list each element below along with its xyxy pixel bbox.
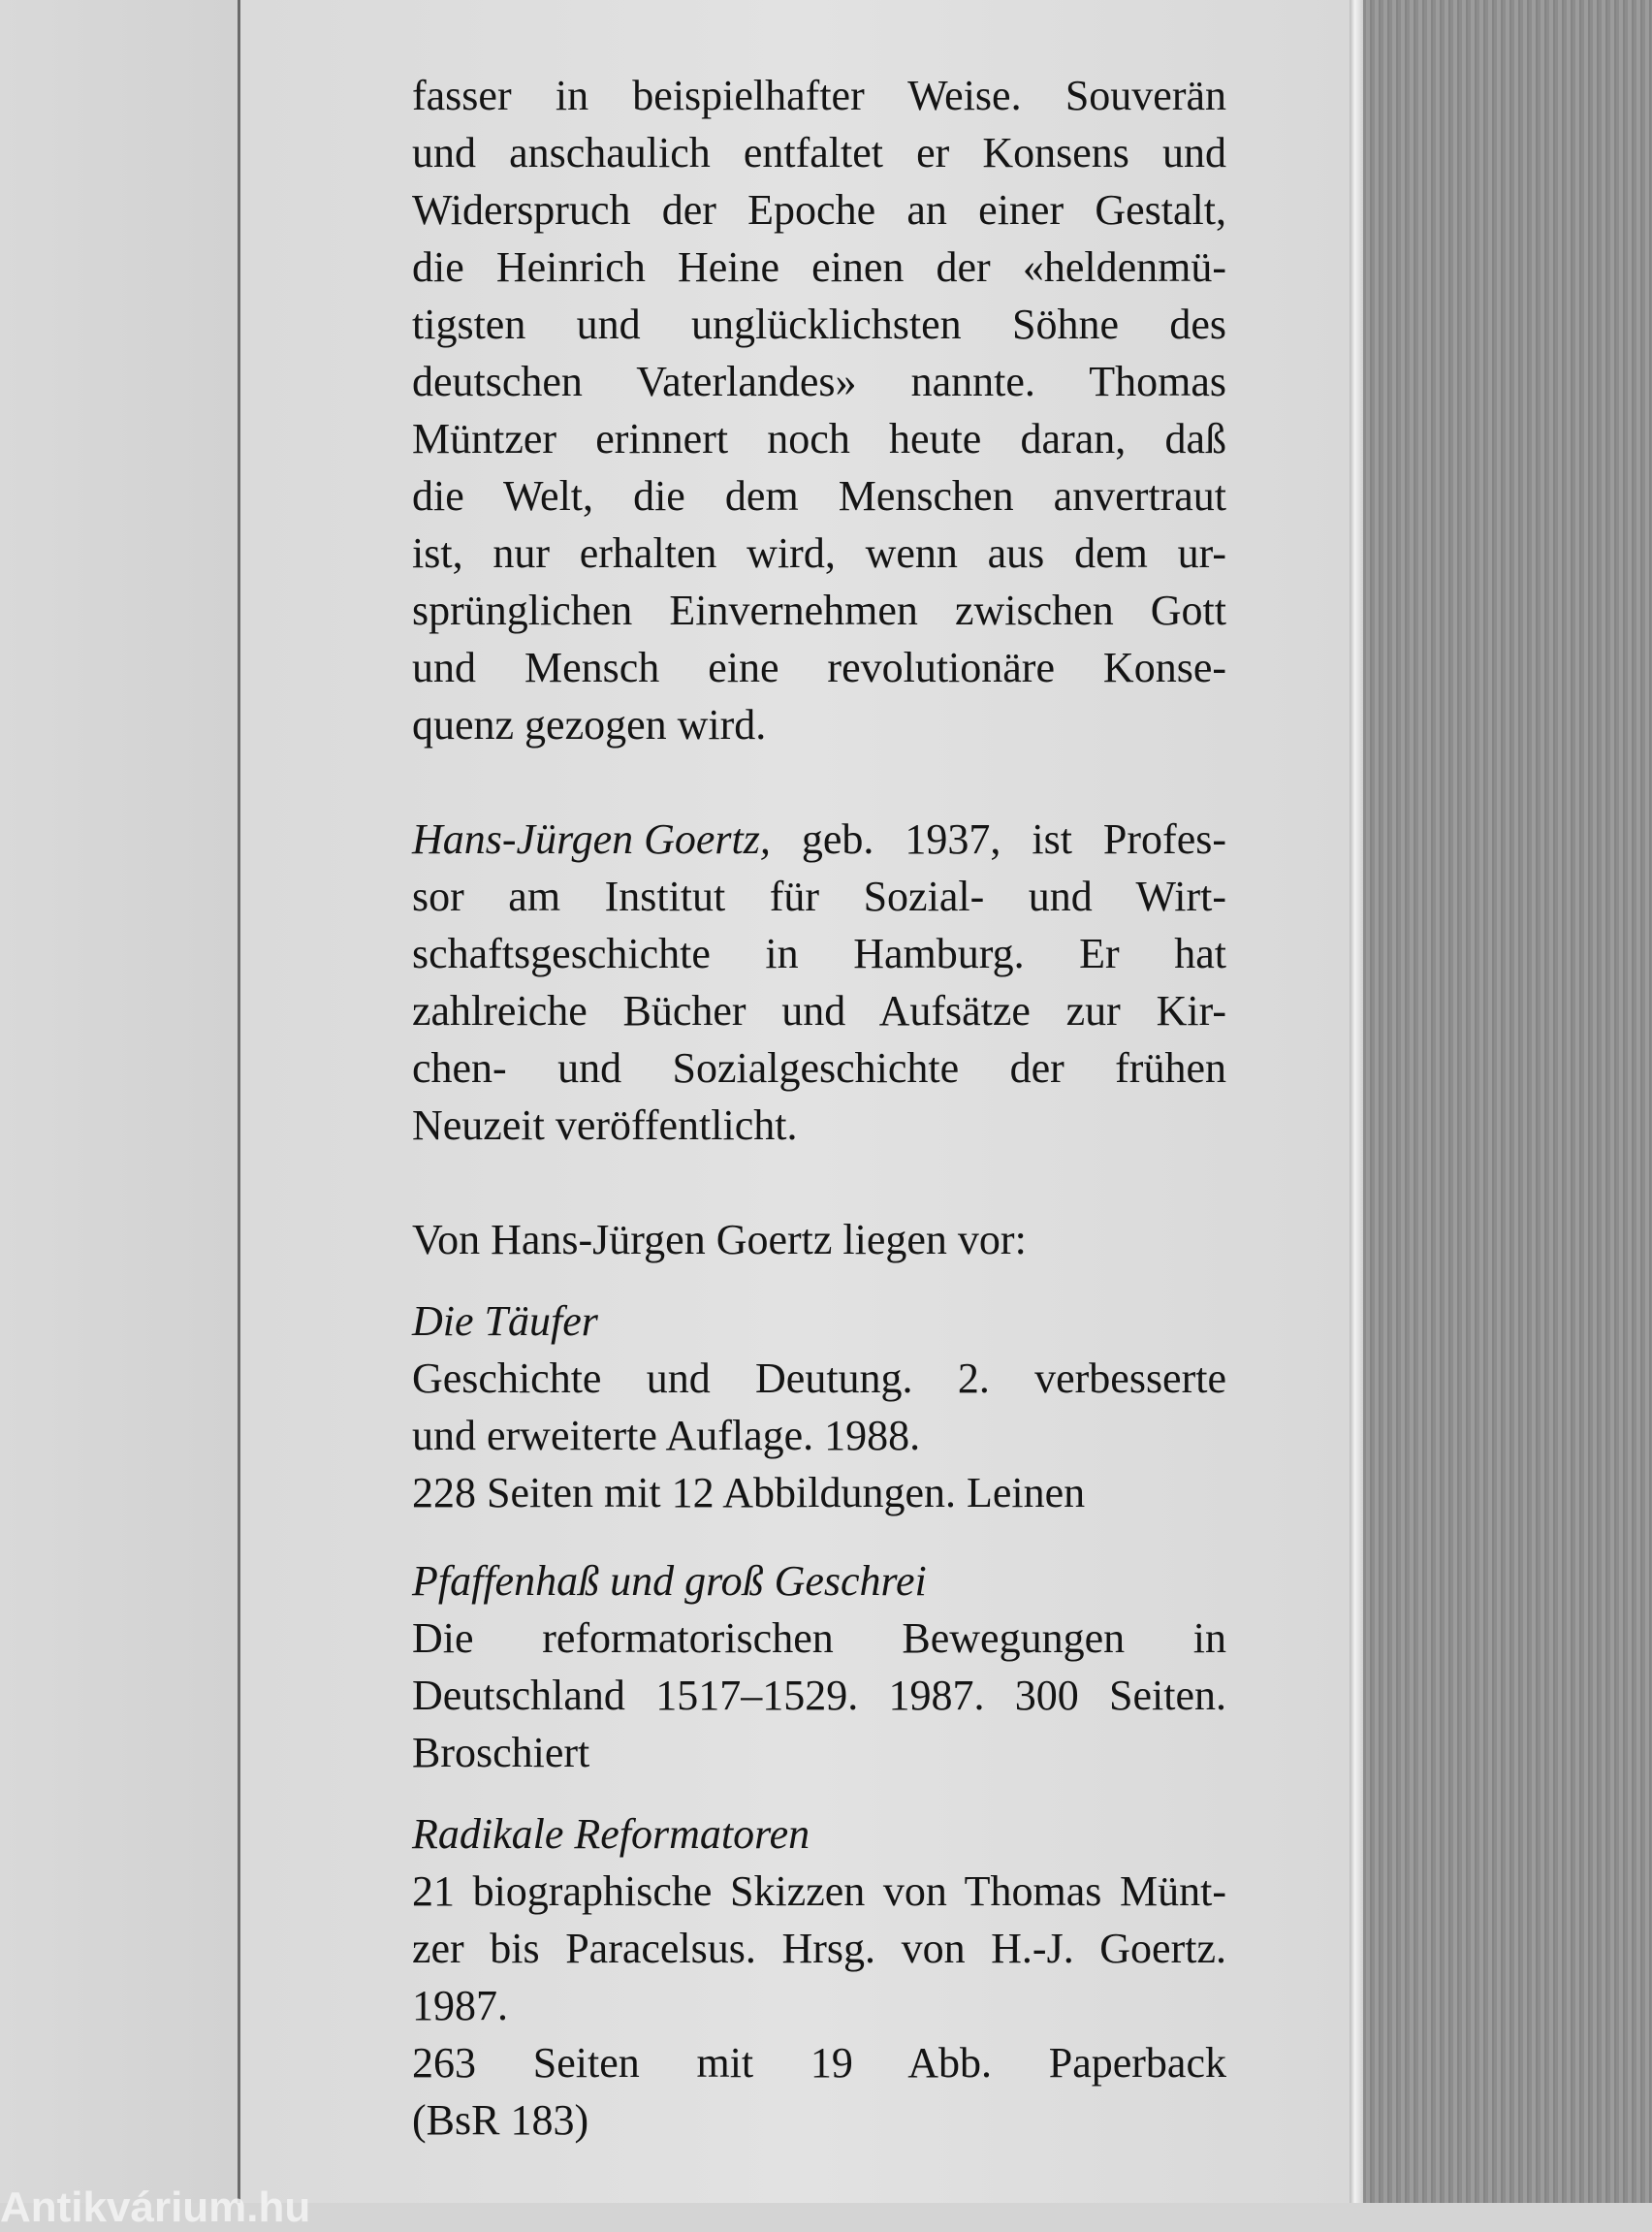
works-heading-text: Von Hans-Jürgen Goertz liegen vor: [412, 1216, 1027, 1263]
text-line: Die reformatorischen Bewegungen in [412, 1614, 1226, 1662]
works-heading [412, 1211, 1226, 1268]
text-line: tigsten und unglücklichsten Söhne des [412, 301, 1226, 348]
text-line: quenz gezogen wird. [412, 701, 767, 749]
text-line: Deutschland 1517–1529. 1987. 300 Seiten. [412, 1672, 1226, 1719]
author-bio-first: geb. 1937, ist Profes- [770, 815, 1226, 863]
text-line: deutschen Vaterlandes» nannte. Thomas [412, 358, 1226, 405]
text-line: 228 Seiten mit 12 Abbildungen. Leinen [412, 1469, 1086, 1516]
text-line: die Heinrich Heine einen der «heldenmü- [412, 243, 1226, 291]
description-paragraph [412, 67, 1226, 753]
text-line: und Mensch eine revolutionäre Konse- [412, 644, 1226, 691]
text-line: Neuzeit veröffentlicht. [412, 1101, 798, 1149]
text-line: zer bis Paracelsus. Hrsg. von H.-J. Goertz. [412, 1925, 1226, 1972]
text-line [412, 811, 1226, 868]
text-line: sprünglichen Einvernehmen zwischen Gott [412, 587, 1226, 634]
work-entry [412, 1552, 1226, 1781]
text-line: zahlreiche Bücher und Aufsätze zur Kir- [412, 987, 1226, 1035]
text-line: sor am Institut für Sozial- und Wirt- [412, 873, 1226, 920]
text-line: fasser in beispielhafter Weise. Souverän [412, 72, 1226, 119]
text-line: Müntzer erinnert noch heute daran, daß [412, 415, 1226, 462]
text-line: und anschaulich entfaltet er Konsens und [412, 129, 1226, 176]
watermark: Antikvárium.hu [0, 2184, 311, 2231]
work-entry [412, 1805, 1226, 2149]
book-cover-cloth [1363, 0, 1652, 2203]
work-title: Pfaffenhaß und groß Geschrei [412, 1557, 927, 1605]
author-name: Hans-Jürgen Goertz, [412, 815, 771, 863]
text-line: (BsR 183) [412, 2096, 589, 2144]
work-title: Radikale Reformatoren [412, 1810, 810, 1858]
flap-edge [1350, 0, 1363, 2203]
author-bio [412, 811, 1226, 1154]
text-line: chen- und Sozialgeschichte der frühen [412, 1044, 1226, 1092]
text-line: Broschiert [412, 1729, 590, 1776]
work-entry [412, 1292, 1226, 1521]
text-line: Geschichte und Deutung. 2. verbesserte [412, 1355, 1226, 1402]
text-line: die Welt, die dem Menschen anvertraut [412, 472, 1226, 520]
text-line: Widerspruch der Epoche an einer Gestalt, [412, 186, 1226, 234]
text-line: 263 Seiten mit 19 Abb. Paperback [412, 2039, 1226, 2087]
text-line: 1987. [412, 1982, 508, 2029]
adjacent-page [0, 0, 238, 2203]
text-line: und erweiterte Auflage. 1988. [412, 1412, 921, 1459]
text-line: ist, nur erhalten wird, wenn aus dem ur- [412, 529, 1226, 577]
text-line: 21 biographische Skizzen von Thomas Münt- [412, 1867, 1226, 1915]
text-line: schaftsgeschichte in Hamburg. Er hat [412, 930, 1226, 977]
work-title: Die Täufer [412, 1297, 598, 1345]
